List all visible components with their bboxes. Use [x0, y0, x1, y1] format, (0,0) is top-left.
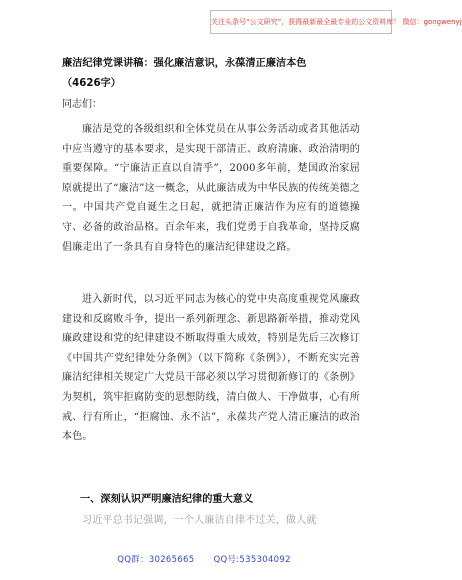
- partial-paragraph-text: 习近平总书记强调，一个人廉洁自律不过关，做人就: [82, 515, 317, 526]
- footer-qq-number: QQ号:535304092: [213, 555, 291, 565]
- salutation: 同志们：: [62, 99, 102, 110]
- body-paragraph: 进入新时代，以习近平同志为核心的党中央高度重视党风廉政建设和反腐败斗争，提出一系列新理念、新思路新举措，推动党风廉政建设和党的纪律建设不断取得重大成效，特别是先后三次修订《中国共产党纪律处分条例》（以下简称《条例》），不断充实完善廉洁纪律相关规定广大党员干部必须以学习贯彻新修订的《条例》为契机，筑牢拒腐防变的思想防线，清白做人、干净做事，心有所戒、行有所止，“拒腐蚀、永不沾”，永葆共产党人清正廉洁的政治本色。: [62, 294, 360, 443]
- body-paragraph-partial: [62, 511, 360, 531]
- footer-contact: [0, 553, 408, 565]
- footer-qq-group: QQ群：30265665: [117, 555, 195, 565]
- document-title: 廉洁纪律党课讲稿：强化廉洁意识，永葆清正廉洁本色: [62, 58, 307, 69]
- body-paragraph: 廉洁是党的各级组织和全体党员在从事公务活动或者其他活动中应当遵守的基本要求，是实现干部清正、政府清廉、政治清明的重要保障。“宁廉洁正直以自清乎”，2000多年前，楚国政治家屈原就提出了“廉洁”这一概念，从此廉洁成为中华民族的传统美德之一。中国共产党自诞生之日起，就把清正廉洁作为应有的道德操守、必备的政治品格。百余年来，我们党勇于自我革命，坚持反腐倡廉走出了一条具有自身特色的廉洁纪律建设之路。: [62, 124, 360, 253]
- section-heading: 一、深刻认识严明廉洁纪律的重大意义: [80, 494, 254, 505]
- word-count: （4626字）: [62, 78, 121, 89]
- banner-text: 关注头条号“公文研究”，获得最新最全最专业的公文资料库！ 微信：gongwenyj: [211, 18, 462, 26]
- header-watermark-banner: [210, 10, 462, 34]
